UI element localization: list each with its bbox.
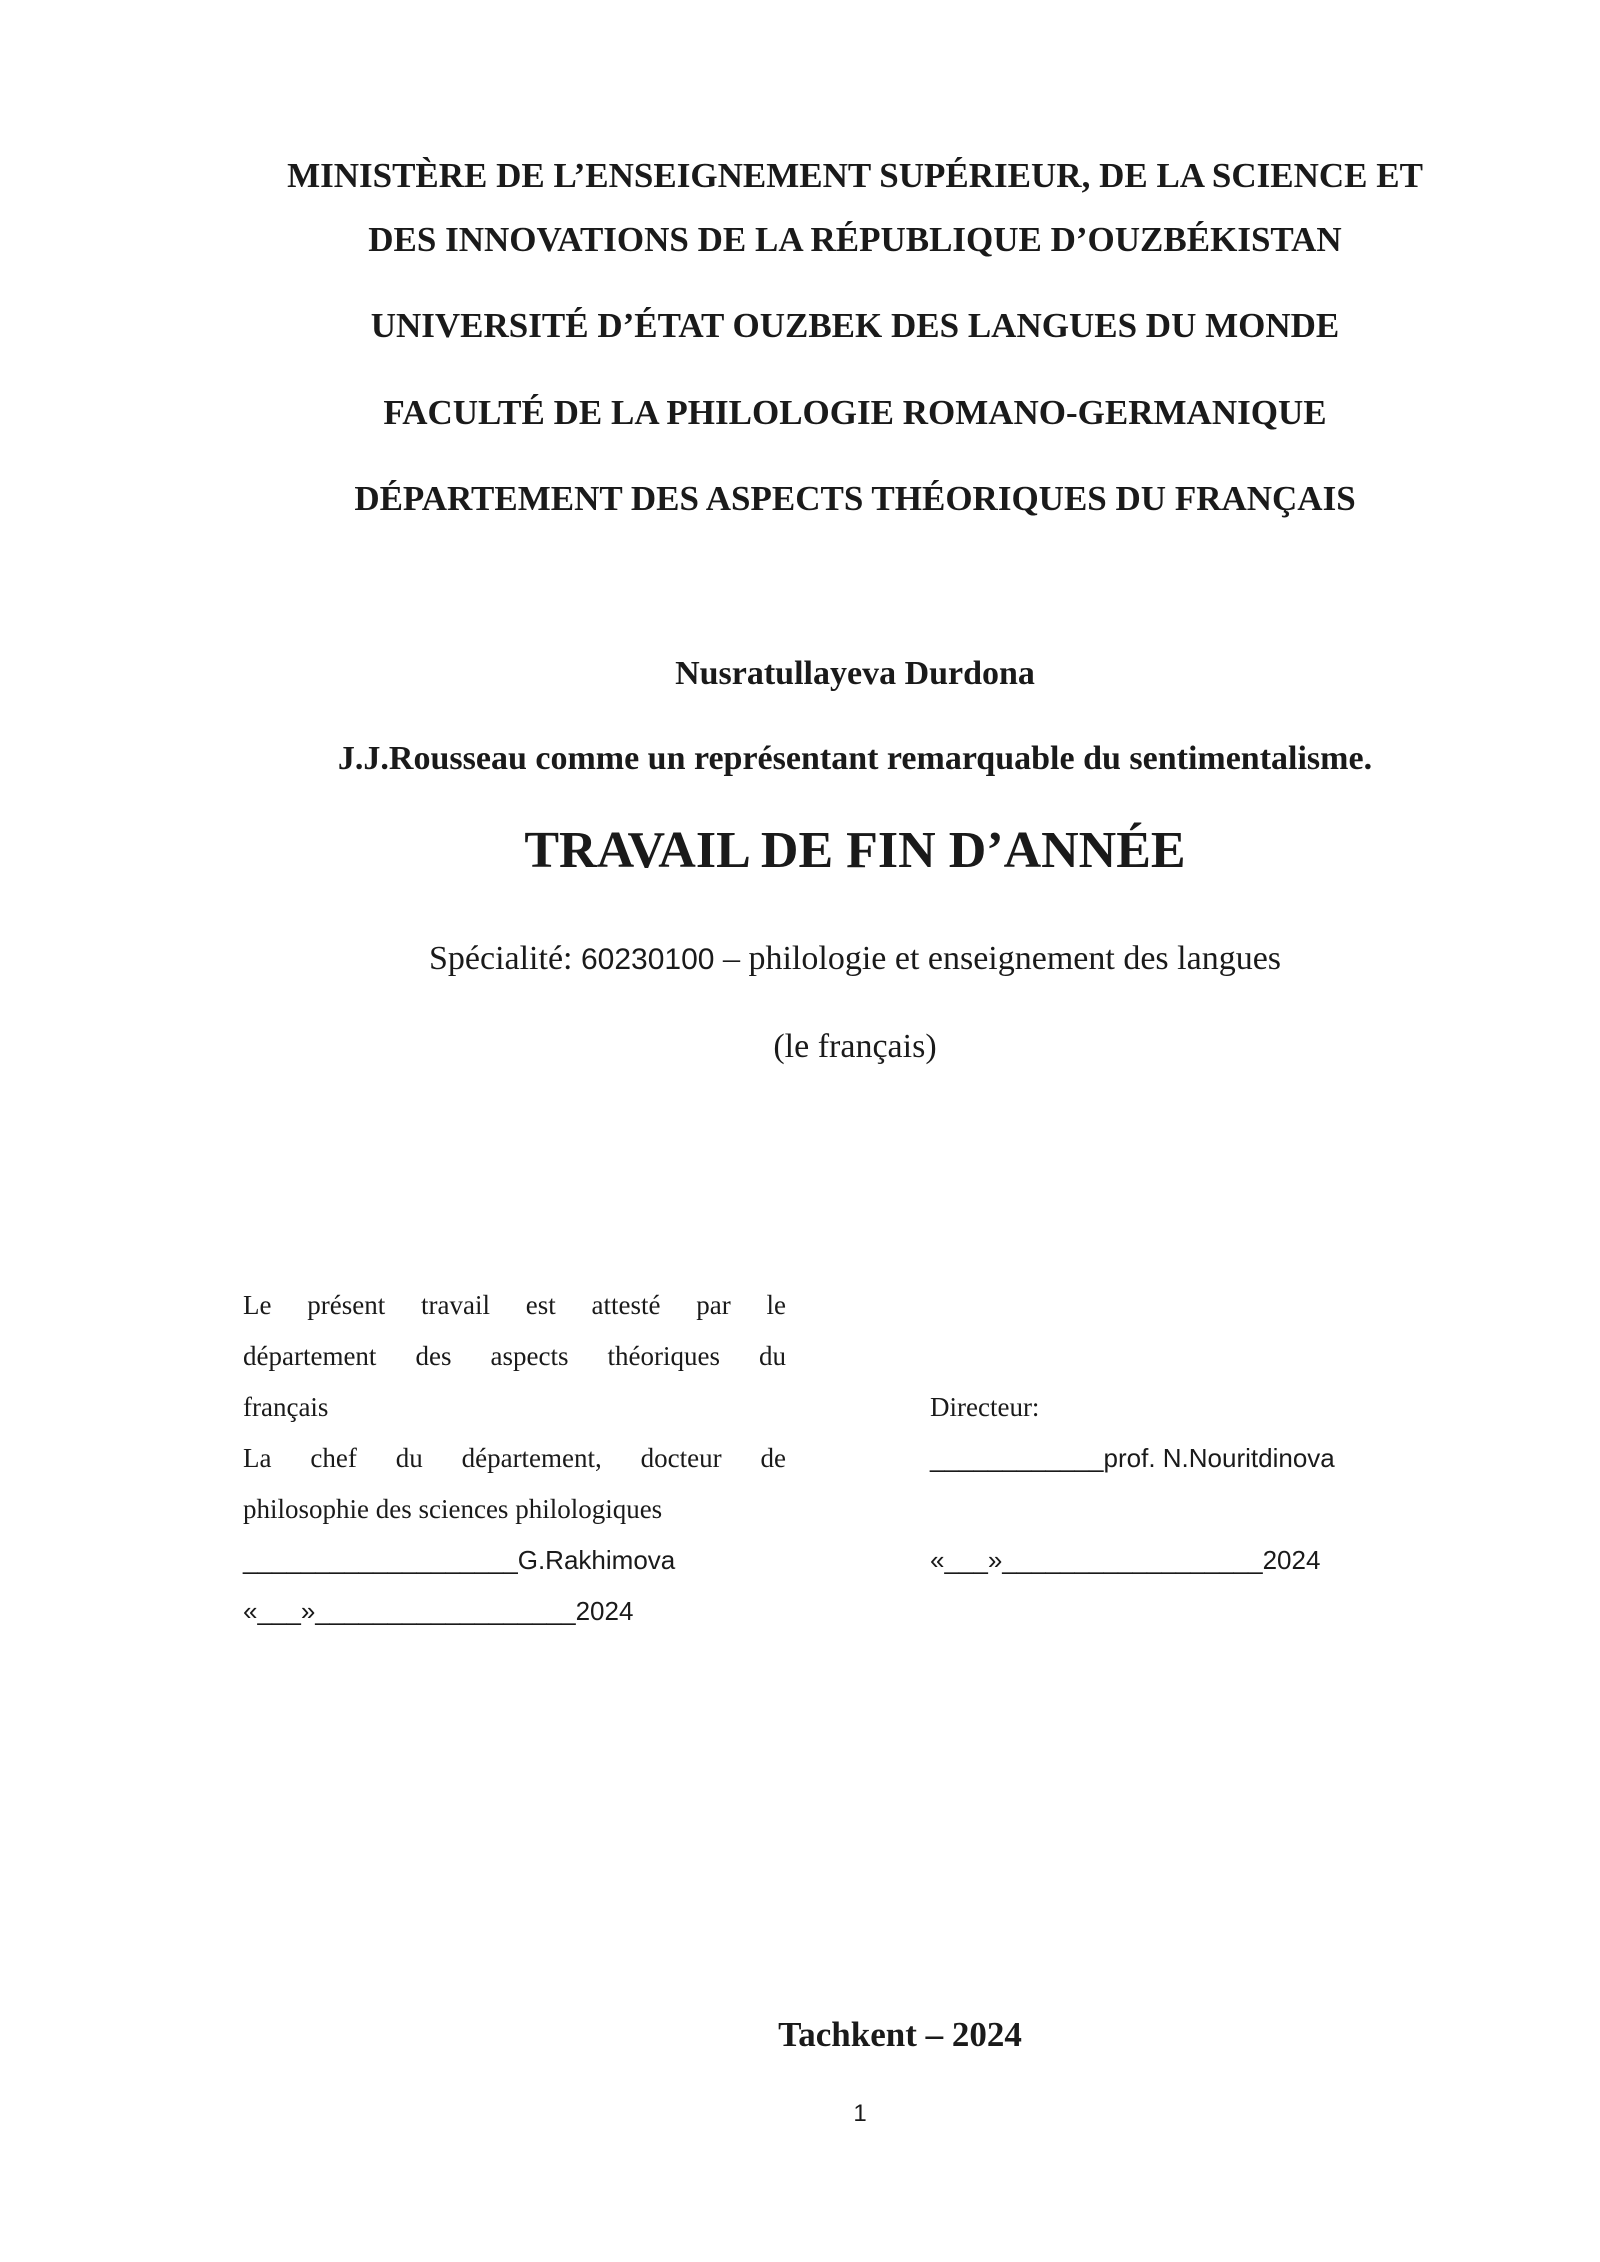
- ministry-line-2: DES INNOVATIONS DE LA RÉPUBLIQUE D’OUZBÉKISTAN: [368, 220, 1342, 259]
- faculty-heading: FACULTÉ DE LA PHILOLOGIE ROMANO-GERMANIQUE: [383, 393, 1327, 432]
- approval-line-1: Le présent travail est attesté par le: [243, 1290, 786, 1320]
- approval-date-line: «___»__________________2024: [243, 1596, 634, 1626]
- director-label: Directeur:: [930, 1392, 1040, 1422]
- ministry-line-1: MINISTÈRE DE L’ENSEIGNEMENT SUPÉRIEUR, DE LA SCIENCE ET: [287, 156, 1423, 195]
- department-approval-block: [243, 1280, 786, 1637]
- page-number: 1: [853, 2100, 867, 2127]
- department-heading: DÉPARTEMENT DES ASPECTS THÉORIQUES DU FRANÇAIS: [354, 479, 1356, 518]
- director-block: [930, 1382, 1450, 1586]
- work-type-title: TRAVAIL DE FIN D’ANNÉE: [524, 822, 1186, 879]
- head-signature-line: ___________________G.Rakhimova: [243, 1545, 676, 1575]
- specialty-language: (le français): [773, 1028, 937, 1065]
- approval-line-4: La chef du département, docteur de: [243, 1443, 786, 1473]
- specialty-label: Spécialité:: [428, 940, 581, 977]
- specialty-line: [240, 942, 1470, 976]
- approval-line-3: français: [243, 1392, 329, 1422]
- thesis-topic: J.J.Rousseau comme un représentant remarquable du sentimentalisme.: [337, 740, 1373, 777]
- director-signature-line: ____________prof. N.Nouritdinova: [930, 1443, 1335, 1473]
- specialty-name: – philologie et enseignement des langues: [714, 940, 1282, 977]
- place-and-year: Tachkent – 2024: [778, 2015, 1022, 2054]
- approval-line-5: philosophie des sciences philologiques: [243, 1494, 663, 1524]
- specialty-code: 60230100: [581, 943, 715, 976]
- university-heading: UNIVERSITÉ D’ÉTAT OUZBEK DES LANGUES DU MONDE: [370, 306, 1340, 345]
- author-name: Nusratullayeva Durdona: [675, 655, 1035, 692]
- director-date-line: «___»__________________2024: [930, 1545, 1321, 1575]
- approval-line-2: département des aspects théoriques du: [243, 1341, 786, 1371]
